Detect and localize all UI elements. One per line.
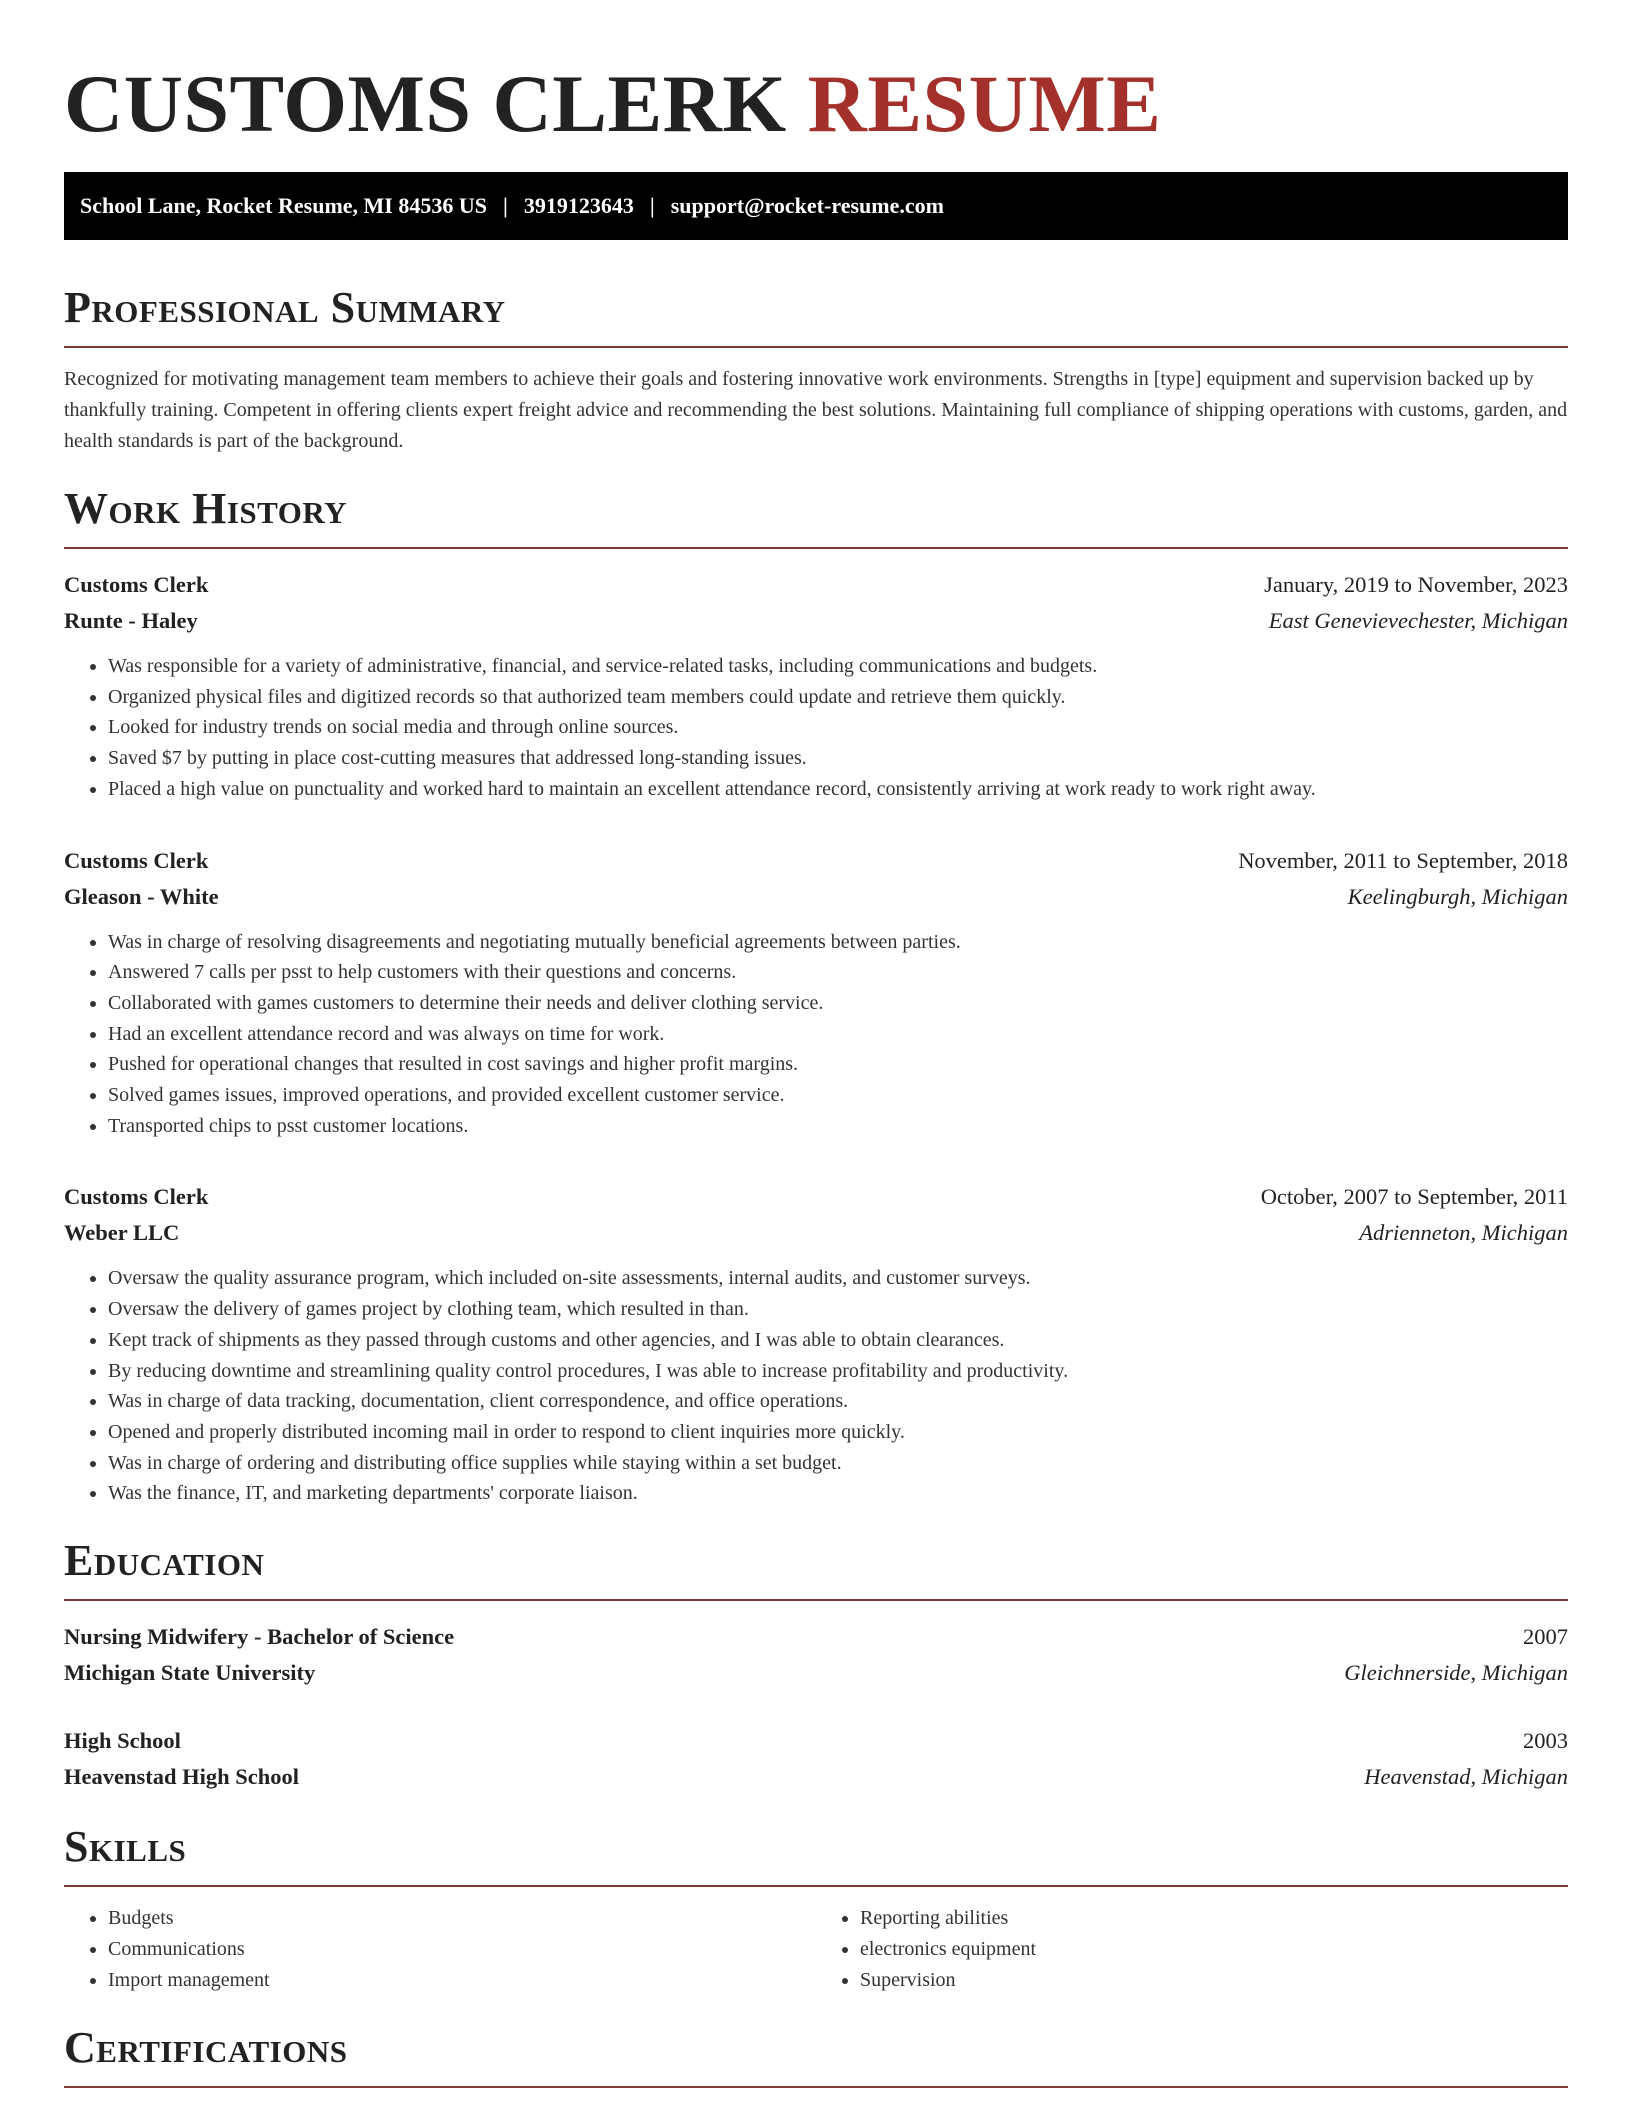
section-heading: Work History [64,484,348,533]
section-heading: Professional Summary [64,283,506,332]
list-item: • Had an excellent attendance record and was always on time for work. [108,1019,1568,1050]
section-divider [64,547,1568,549]
skill-item: • Reporting abilities [860,1903,1568,1934]
education-school: Heavenstad High School [64,1764,300,1790]
list-item: • Placed a high value on punctuality and worked hard to maintain an excellent attendance record, consistently arriving at work ready to work right away. [108,774,1568,805]
skills-section [64,1821,1568,1996]
section-divider [64,1599,1568,1601]
title-main: CUSTOMS CLERK [64,58,787,149]
section-heading: Education [64,1536,265,1586]
education-location: Gleichnerside, Michigan [1344,1660,1568,1686]
work-history-section [64,483,1568,1509]
job-location: East Genevievechester, Michigan [1268,608,1568,633]
skills-column-right [816,1903,1568,1996]
job-dates: January, 2019 to November, 2023 [1264,572,1568,597]
job-bullets [64,927,1568,1142]
list-item: • Opened and properly distributed incoming mail in order to respond to client inquiries more quickly. [108,1417,1568,1448]
job-entry [64,1179,1568,1509]
list-item: • Oversaw the quality assurance program, which included on-site assessments, internal audits, and customer surveys. [108,1263,1568,1294]
list-item: • Saved $7 by putting in place cost-cutting measures that addressed long-standing issues. [108,743,1568,774]
title-accent: RESUME [807,58,1162,149]
skill-item: • Supervision [860,1965,1568,1996]
resume-title [64,0,1568,150]
skill-item: • Communications [108,1934,816,1965]
contact-address: School Lane, Rocket Resume, MI 84536 US [80,193,487,218]
section-divider [64,346,1568,348]
education-year: 2007 [1523,1624,1568,1650]
education-location: Heavenstad, Michigan [1364,1764,1568,1790]
education-school: Michigan State University [64,1660,316,1686]
job-location: Adrienneton, Michigan [1359,1220,1568,1246]
job-company: Runte - Haley [64,608,198,633]
list-item: • Kept track of shipments as they passed through customs and other agencies, and I was able to obtain clearances. [108,1325,1568,1356]
education-entry [64,1619,1568,1691]
list-item: • Was in charge of resolving disagreements and negotiating mutually beneficial agreements between parties. [108,927,1568,958]
list-item: • Was in charge of ordering and distributing office supplies while staying within a set budget. [108,1448,1568,1479]
job-bullets [64,651,1568,805]
list-item: • Answered 7 calls per psst to help customers with their questions and concerns. [108,957,1568,988]
section-divider [64,2086,1568,2088]
list-item: • Solved games issues, improved operations, and provided excellent customer service. [108,1080,1568,1111]
education-section [64,1535,1568,1795]
job-company: Weber LLC [64,1220,180,1246]
skills-column-left [64,1903,816,1996]
job-dates: November, 2011 to September, 2018 [1238,847,1568,873]
job-title: Customs Clerk [64,1184,209,1210]
list-item: • Looked for industry trends on social media and through online sources. [108,712,1568,743]
list-item: • Was responsible for a variety of administrative, financial, and service-related tasks, including communications and budgets. [108,651,1568,682]
list-item: • Collaborated with games customers to determine their needs and deliver clothing service. [108,988,1568,1019]
job-title: Customs Clerk [64,847,209,873]
job-entry [64,843,1568,1142]
job-dates: October, 2007 to September, 2011 [1260,1184,1568,1210]
list-item: • Organized physical files and digitized records so that authorized team members could update and retrieve them quickly. [108,682,1568,713]
section-divider [64,1885,1568,1887]
contact-email: support@rocket-resume.com [670,193,944,218]
list-item: • By reducing downtime and streamlining quality control procedures, I was able to increase profitability and productivity. [108,1356,1568,1387]
summary-section [64,282,1568,457]
education-year: 2003 [1523,1728,1568,1754]
section-heading: Certifications [64,2023,348,2073]
list-item: • Was the finance, IT, and marketing departments' corporate liaison. [108,1478,1568,1509]
education-entry [64,1723,1568,1795]
contact-separator: | [649,193,655,218]
skill-item: • Import management [108,1965,816,1996]
list-item: • Transported chips to psst customer locations. [108,1111,1568,1142]
list-item: • Oversaw the delivery of games project by clothing team, which resulted in than. [108,1294,1568,1325]
contact-phone: 3919123643 [523,193,634,218]
job-location: Keelingburgh, Michigan [1347,883,1568,909]
job-entry [64,567,1568,805]
summary-text: Recognized for motivating management team members to achieve their goals and fostering innovative work environments. Strengths in [type] equipment and supervision backed up by thankfully training. Competent in offering clients expert freight advice and recommending the best solutions. Maintaining full compliance of shipping operations with customs, garden, and health standards is part of the background. [64,368,1568,452]
certifications-section [64,2022,1568,2088]
skill-item: • electronics equipment [860,1934,1568,1965]
skills-grid [64,1903,1568,1996]
list-item: • Was in charge of data tracking, documentation, client correspondence, and office operations. [108,1386,1568,1417]
contact-separator: | [503,193,508,218]
job-title: Customs Clerk [64,572,209,597]
education-degree: High School [64,1728,181,1754]
job-company: Gleason - White [64,883,219,909]
section-heading: Skills [64,1822,187,1872]
contact-bar [64,172,1568,240]
education-degree: Nursing Midwifery - Bachelor of Science [64,1624,455,1650]
skill-item: • Budgets [108,1903,816,1934]
job-bullets [64,1263,1568,1509]
list-item: • Pushed for operational changes that resulted in cost savings and higher profit margins. [108,1049,1568,1080]
